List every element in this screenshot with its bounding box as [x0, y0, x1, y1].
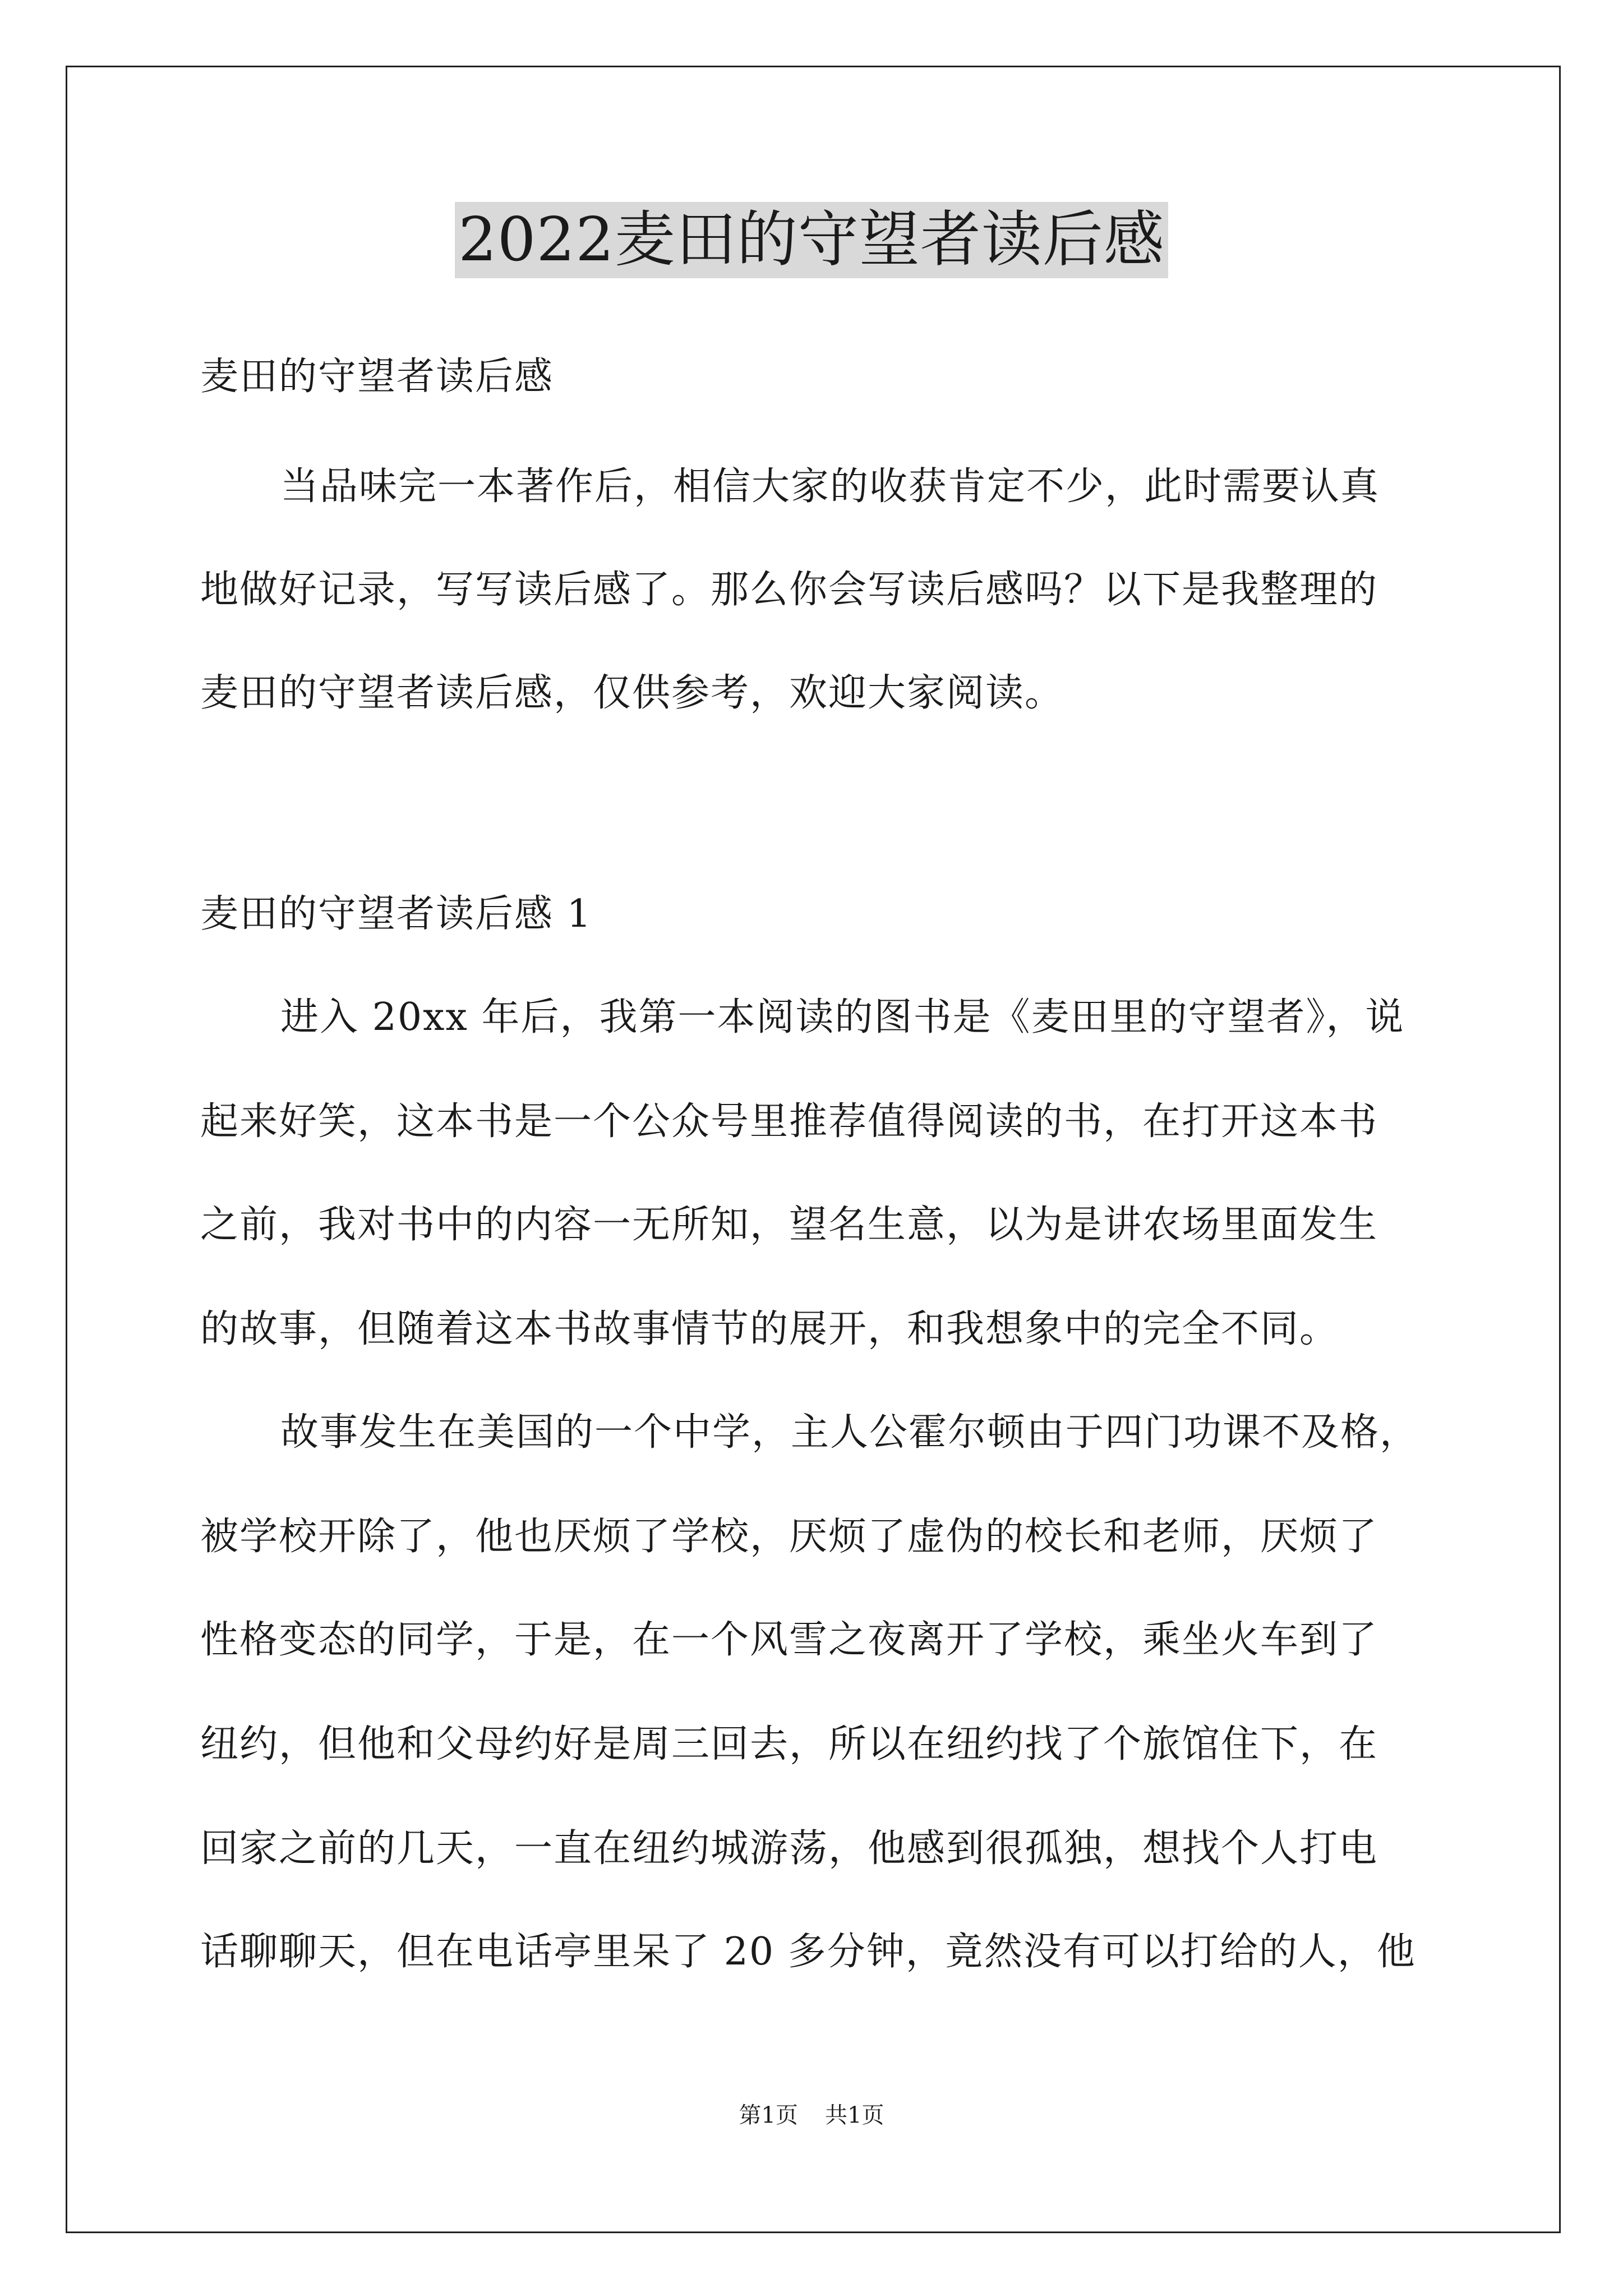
page-number-current: 第1页 [739, 2102, 798, 2128]
para2-line-6: 话聊聊天，但在电话亭里呆了 20 多分钟，竟然没有可以打给的人，他 [200, 1930, 1416, 1974]
main-heading: 麦田的守望者读后感 [200, 355, 554, 399]
document-title: 2022麦田的守望者读后感 [455, 202, 1168, 278]
intro-line-2: 地做好记录，写写读后感了。那么你会写读后感吗？以下是我整理的 [200, 568, 1378, 612]
section-heading: 麦田的守望者读后感 1 [200, 892, 592, 936]
para2-line-3: 性格变态的同学，于是，在一个风雪之夜离开了学校，乘坐火车到了 [200, 1618, 1378, 1662]
para1-line-1: 进入 20xx 年后，我第一本阅读的图书是《麦田里的守望者》，说 [280, 995, 1405, 1039]
para1-line-2: 起来好笑，这本书是一个公众号里推荐值得阅读的书，在打开这本书 [200, 1099, 1378, 1144]
page-number-total: 共1页 [825, 2102, 884, 2128]
para2-line-1: 故事发生在美国的一个中学，主人公霍尔顿由于四门功课不及格， [280, 1410, 1419, 1455]
title-container [0, 202, 1623, 278]
para2-line-2: 被学校开除了，他也厌烦了学校，厌烦了虚伪的校长和老师，厌烦了 [200, 1515, 1378, 1559]
intro-line-1: 当品味完一本著作后，相信大家的收获肯定不少，此时需要认真 [280, 464, 1380, 509]
page-footer [0, 2101, 1623, 2129]
para2-line-5: 回家之前的几天，一直在纽约城游荡，他感到很孤独，想找个人打电 [200, 1826, 1378, 1871]
para2-line-4: 纽约，但他和父母约好是周三回去，所以在纽约找了个旅馆住下，在 [200, 1722, 1378, 1766]
para1-line-3: 之前，我对书中的内容一无所知，望名生意，以为是讲农场里面发生 [200, 1203, 1378, 1247]
intro-line-3: 麦田的守望者读后感，仅供参考，欢迎大家阅读。 [200, 671, 1064, 715]
para1-line-4: 的故事，但随着这本书故事情节的展开，和我想象中的完全不同。 [200, 1307, 1339, 1351]
